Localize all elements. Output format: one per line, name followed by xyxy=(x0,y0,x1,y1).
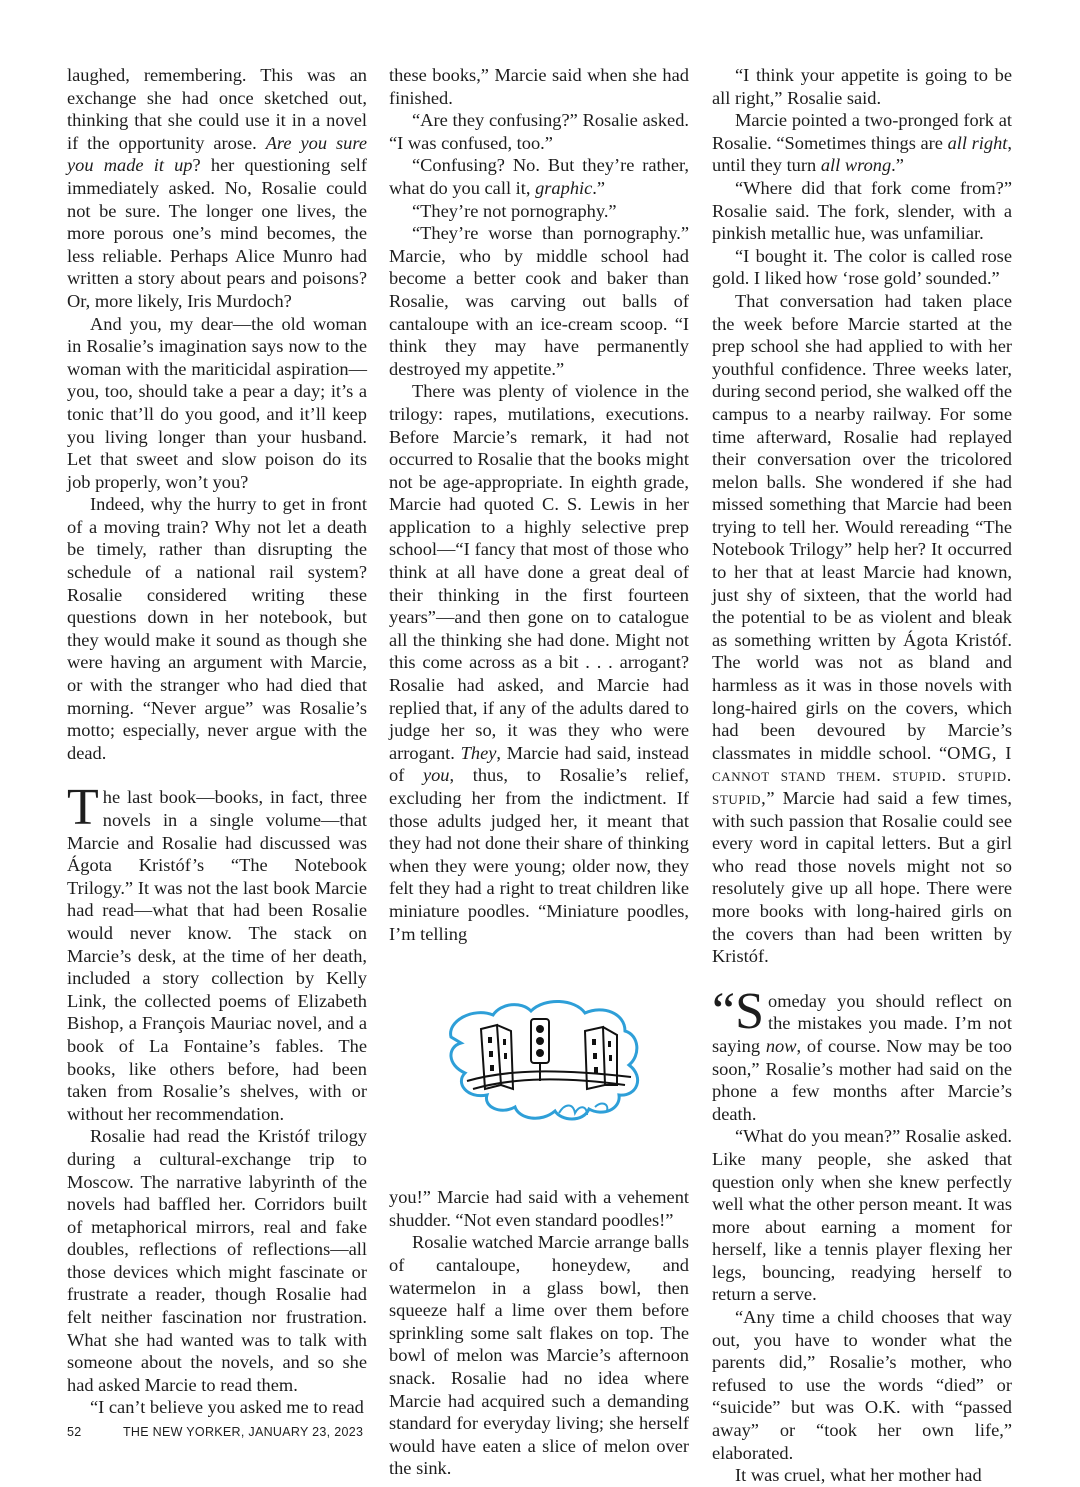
column-right xyxy=(712,64,1012,1487)
page-footer xyxy=(67,1425,363,1439)
paragraph: “Any time a child chooses that way out, you have to wonder what the parents did,” Rosalie’s mother, who refused to use the words “died” or “suicide” but was O.K. with “passed away” or “took her own life,” elaborated. xyxy=(712,1307,1012,1463)
paragraph: It was cruel, what her mother had xyxy=(735,1465,982,1486)
paragraph: Rosalie watched Marcie arrange balls of cantaloupe, honeydew, and watermelon in a glass bowl, then squeeze half a lime over them before sprinkling some salt flakes on top. The bowl of melon was Marcie’s afternoon snack. Rosalie had no idea where Marcie had acquired such a demanding standard for everyday living; she herself would have eaten a slice of melon over the sink. xyxy=(389,1232,689,1479)
section-opening-paragraph: The last book—books, in fact, three novels in a single volume—that Marcie and Rosalie had discussed was Ágota Kristóf’s “The Notebook Trilogy.” It was not the last book Marcie had read—what that had been Rosalie would never know. The stack on Marcie’s desk, at the time of her death, included a story collection by Kelly Link, the collected poems of Elizabeth Bishop, a François Mauriac novel, and a book of La Fontaine’s fables. The books, like others before, had been taken from Rosalie’s shelves, with or without her recommendation. xyxy=(67,779,367,1124)
paragraph: “Are they confusing?” Rosalie asked. “I was confused, too.” xyxy=(389,110,689,153)
paragraph: “They’re not pornography.” xyxy=(412,200,617,221)
paragraph: “I bought it. The color is called rose gold. I liked how ‘rose gold’ sounded.” xyxy=(712,245,1012,289)
paragraph: There was plenty of violence in the trilogy: rapes, mutilations, executions. Before Marcie’s remark, it had not occurred to Rosalie that the books might not be age-appropriate. In eighth grade, Marcie had quoted C. S. Lewis in her application to a highly selective prep school—“I fancy that most of those who think at all have done a great deal of their thinking in the first fourteen years”—and then gone on to catalogue all the thinking she had done. Might not this come across as a bit . . . arrogant? Rosalie had asked, and Marcie had replied that, if any of the adults dared to judge her so, it was they who were arrogant. They, Marcie had said, instead of you, thus, to Rosalie’s relief, excluding her from the indictment. If those adults judged her, it meant that they had not done their share of thinking when they were young; older now, they felt they had a right to treat children like miniature poodles. “Miniature poodles, I’m telling xyxy=(389,381,689,944)
paragraph: Marcie pointed a two-pronged fork at Rosalie. “Sometimes things are all right, until they turn all wrong.” xyxy=(712,110,1012,176)
paragraph: “Where did that fork come from?” Rosalie said. The fork, slender, with a pinkish metallic hue, was unfamiliar. xyxy=(712,177,1012,244)
paragraph: And you, my dear—the old woman in Rosalie’s imagination says now to the woman with the mariticidal aspiration—you, too, should take a pear a day; it’s a tonic that’ll do you good, and it’ll keep you living longer than your husband. Let that sweet and slow poison do its job properly, won’t you? xyxy=(67,313,367,492)
paragraph: “I can’t believe you asked me to read xyxy=(90,1397,364,1418)
paragraph: “What do you mean?” Rosalie asked. Like many people, she asked that question only when she knew perfectly well what the other person meant. It was more about earning a moment for herself, like a tennis player flexing her legs, bouncing, readying herself to return a serve. xyxy=(712,1126,1012,1305)
column-left xyxy=(67,64,367,1419)
page-number: 52 xyxy=(67,1425,82,1439)
drop-cap: T xyxy=(67,779,99,837)
section-opening-paragraph: “Someday you should reflect on the mistakes you made. I’m not saying now, of course. Now may be too soon,” Rosalie’s mother had said on the phone a few months after Marcie’s death. xyxy=(712,982,1012,1124)
paragraph: you!” Marcie had said with a vehement shudder. “Not even standard poodles!” xyxy=(389,1187,689,1230)
paragraph: Indeed, why the hurry to get in front of a moving train? Why not let a death be timely, rather than disrupting the schedule of a national rail system? Rosalie considered writing these questions down in her notebook, but they would make it sound as though she were having an argument with Marcie, or with the stranger who had died that morning. “Never argue” was Rosalie’s motto; especially, never argue with the dead. xyxy=(67,494,367,763)
column-middle xyxy=(389,64,689,1480)
drop-cap: “S xyxy=(712,982,764,1040)
paragraph: Rosalie had read the Kristóf trilogy during a cultural-exchange trip to Moscow. The narrative labyrinth of the novels had baffled her. Corridors built of metaphorical mirrors, real and fake doubles, reflections of reflections—all those devices which might fascinate or frustrate a reader, though Rosalie had felt neither fascination nor frustration. What she had wanted was to talk with someone about the novels, and so she had asked Marcie to read them. xyxy=(67,1126,367,1395)
paragraph: That conversation had taken place the week before Marcie started at the prep school she had applied to with her youthful confidence. Three weeks later, during second period, she walked off the campus to a nearby railway. For some time afterward, Rosalie had replayed their conversation over the tricolored melon balls. She wondered if she had missed something that Marcie had been trying to tell her. Would rereading “The Notebook Trilogy” help her? It occurred to her that at least Marcie had known, just shy of sixteen, that the world had the potential to be as violent and bleak as something written by Ágota Kristóf. The world was not as bland and harmless as it was in those novels with long-haired girls on the covers, which had been devoured by Marcie’s classmates in middle school. “OMG, I cannot stand them. stupid. stupid. stupid,” Marcie had said a few times, with such passion that Rosalie could see every word in capital letters. But a girl who read those novels might not so resolutely give up all hope. There were more books with long-haired girls on the covers than had been written by Kristóf. xyxy=(712,290,1012,967)
paragraph: “They’re worse than pornography.” Marcie, who by middle school had become a better cook and baker than Rosalie, was carving out balls of cantaloupe with an ice-cream scoop. “I think they may have permanently destroyed my appetite.” xyxy=(389,223,689,379)
publication-line: THE NEW YORKER, JANUARY 23, 2023 xyxy=(123,1425,364,1439)
paragraph: “I think your appetite is going to be all right,” Rosalie said. xyxy=(712,65,1012,108)
paragraph: “Confusing? No. But they’re rather, what do you call it, graphic.” xyxy=(389,155,689,198)
paragraph: these books,” Marcie said when she had finished. xyxy=(389,65,689,108)
city-puddle-illustration xyxy=(389,985,689,1133)
paragraph: laughed, remembering. This was an exchange she had once sketched out, thinking that she could use it in a novel if the opportunity arose. Are you sure you made it up? her questioning self immediately asked. No, Rosalie could not be sure. The longer one lives, the more porous one’s mind becomes, the less reliable. Perhaps Alice Munro had written a story about pears and poisons? Or, more likely, Iris Murdoch? xyxy=(67,65,368,311)
